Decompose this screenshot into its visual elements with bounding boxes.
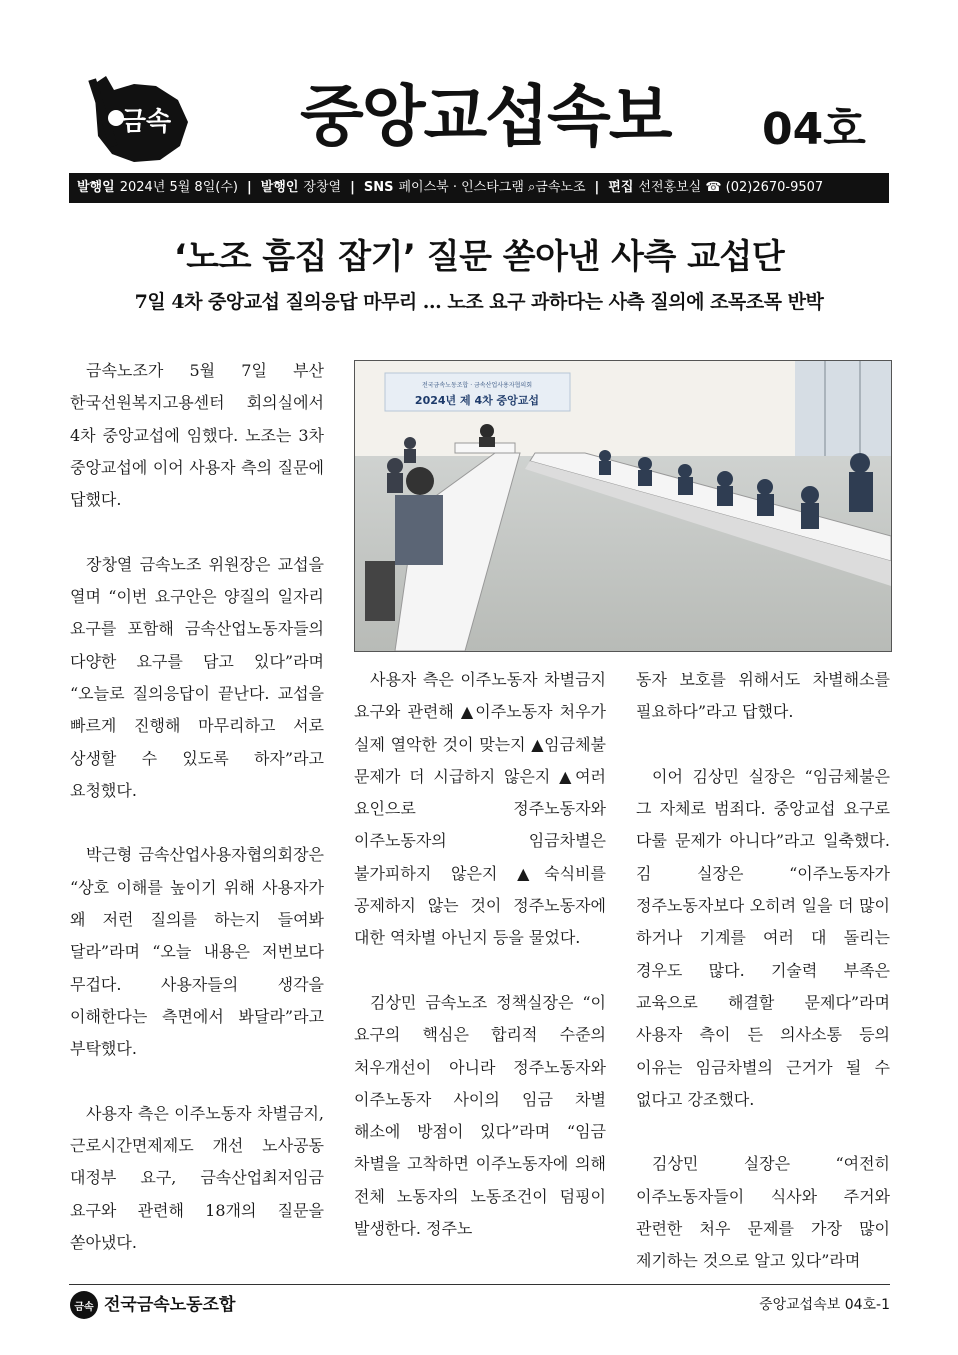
article-column-2: [354, 664, 606, 1278]
footer-page-number: 중앙교섭속보 04호-1: [759, 1297, 890, 1313]
paragraph: 사용자 측은 이주노동자 차별금지 요구와 관련해 ▲이주노동자 처우가 실제 열악한 것이 맞는지 ▲임금체불 문제가 더 시급하지 않은지 ▲여러 요인으로 정주노동자와 이주노동자의 임금차별은 불가피하지 않은지 ▲숙식비를 공제하지 않는 것이 정주노동자에 대한 역차별 아닌지 등을 물었다.: [354, 670, 606, 948]
banner-title: 2024년 제 4차 중앙교섭: [414, 394, 540, 407]
issue-number: 04호: [762, 104, 866, 155]
banner-org: 전국금속노동조합 · 금속산업사용자협의회: [421, 382, 533, 389]
date-value: 2024년 5월 8일(수): [119, 180, 238, 195]
footer-logo: [69, 1290, 99, 1320]
footer-divider: [69, 1284, 890, 1285]
separator: |: [350, 180, 355, 195]
paragraph: 사용자 측은 이주노동자 차별금지, 근로시간면제제도 개선 노사공동 대정부 요구, 금속산업최저임금 요구와 관련해 18개의 질문을 쏟아냈다.: [70, 1103, 324, 1253]
paragraph: 장창열 금속노조 위원장은 교섭을 열며 “이번 요구안은 양질의 일자리 요구를 포함해 금속산업노동자들의 다양한 요구를 담고 있다”라며 “오늘로 질의응답이 끝난다. 교섭을 빠르게 진행해 마무리하고 서로 상생할 수 있도록 하자”라고 요청했다.: [70, 554, 324, 800]
date-label: 발행일: [77, 180, 115, 195]
sns-value: 페이스북 · 인스타그램 ⌕금속노조: [398, 180, 586, 195]
editor-value: 선전홍보실 ☎ (02)2670-9507: [638, 180, 824, 195]
article-column-1: [70, 355, 324, 1292]
paragraph: 금속노조가 5월 7일 부산 한국선원복지고용센터 회의실에서 4차 중앙교섭에 임했다. 노조는 3차 중앙교섭에 이어 사용자 측의 질문에 답했다.: [70, 361, 324, 510]
logo-text: 금속: [120, 107, 172, 137]
publisher-value: 장창열: [303, 180, 342, 195]
meeting-photo: [354, 360, 892, 652]
paragraph: 박근형 금속산업사용자협의회장은 “상호 이해를 높이기 위해 사용자가 왜 저런 질의를 하는지 들여봐 달라”라며 “오늘 내용은 저번보다 무겁다. 사용자들의 생각을 이해한다는 측면에서 봐달라”라고 부탁했다.: [70, 845, 324, 1059]
paragraph: 김상민 금속노조 정책실장은 “이 요구의 핵심은 합리적 수준의 처우개선이 아니라 정주노동자와 이주노동자 사이의 임금 차별 해소에 방점이 있다”라며 “임금 차별을 고착하면 이주노동자에 의해 전체 노동자의 노동조건이 덤핑이 발생한다. 정주노: [354, 992, 606, 1239]
paragraph: 이어 김상민 실장은 “임금체불은 그 자체로 범죄다. 중앙교섭 요구로 다룰 문제가 아니다”라고 일축했다. 김 실장은 “이주노동자가 정주노동자보다 오히려 일을 더 많이 하거나 기계를 여러 대 돌리는 경우도 많다. 기술력 부족은 교육으로 해결할 문제다”라며 사용자 측이 든 의사소통 등의 이유는 임금차별의 근거가 될 수 없다고 강조했다.: [636, 766, 890, 1109]
article-headline: ‘노조 흠집 잡기’ 질문 쏟아낸 사측 교섭단: [173, 237, 785, 277]
publisher-label: 발행인: [260, 180, 299, 195]
footer-logo-text: 금속: [74, 1302, 94, 1313]
paragraph: 김상민 실장은 “여전히 이주노동자들이 식사와 주거와 관련한 처우 문제를 가장 많이 제기하는 것으로 알고 있다”라며: [636, 1154, 890, 1271]
article-column-3: [636, 664, 890, 1310]
paragraph: 동자 보호를 위해서도 차별해소를 필요하다”라고 답했다.: [636, 670, 890, 722]
newsletter-title: 중앙교섭속보: [300, 78, 671, 155]
article-subheadline: 7일 4차 중앙교섭 질의응답 마무리 … 노조 요구 과하다는 사측 질의에 조목조목 반박: [134, 291, 824, 313]
separator: |: [594, 180, 600, 195]
footer-organization: 전국금속노동조합: [104, 1295, 236, 1315]
sns-label: SNS: [363, 180, 394, 195]
union-logo: [86, 70, 194, 166]
separator: |: [246, 180, 252, 195]
editor-label: 편집: [608, 180, 634, 195]
publication-info-bar: [69, 173, 889, 203]
